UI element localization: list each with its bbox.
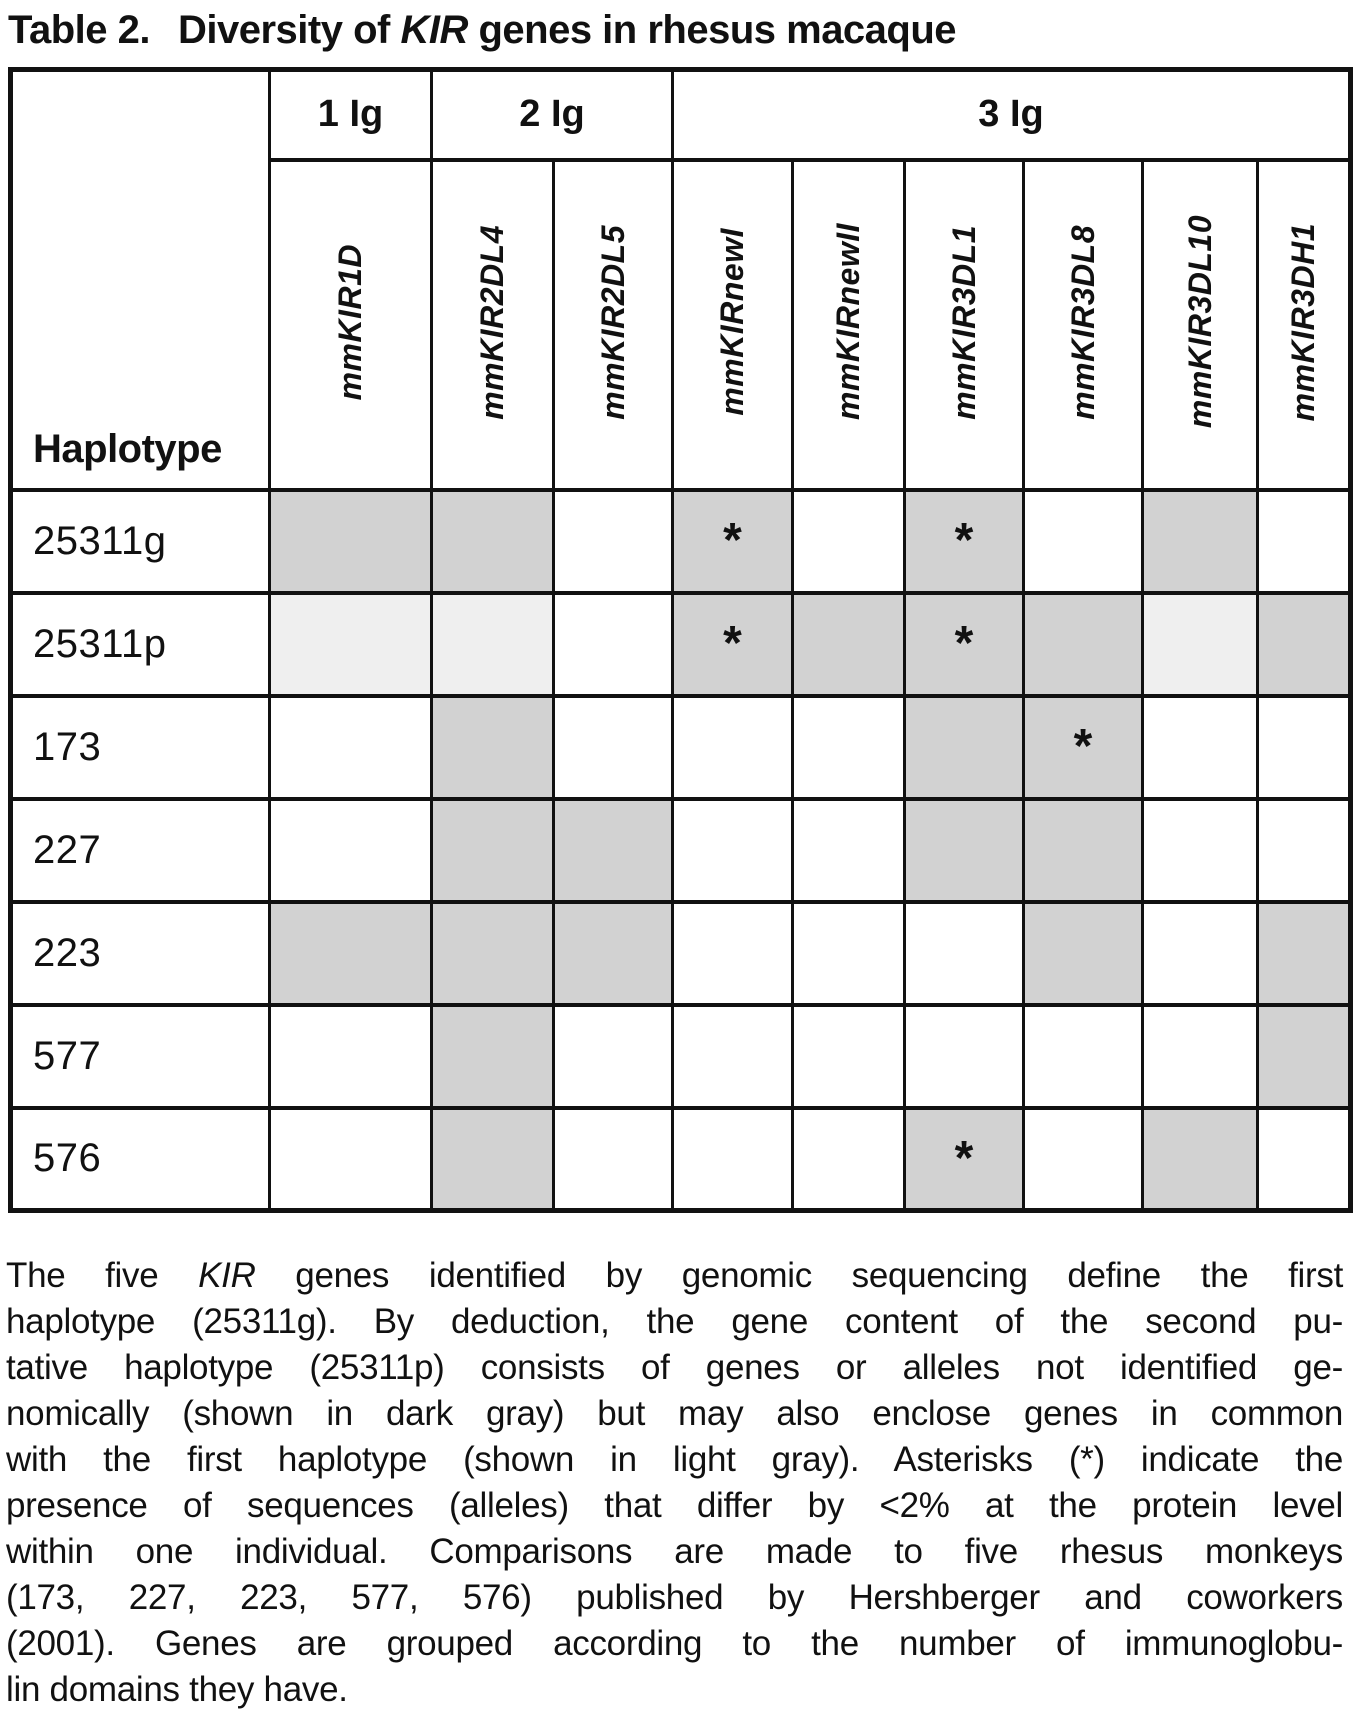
caption-line: The five KIR genes identified by genomic sequencing define the first <box>6 1256 1343 1295</box>
table-header <box>11 70 1351 490</box>
gene-presence-cell <box>1024 1108 1143 1211</box>
gene-presence-cell <box>1143 593 1258 696</box>
table-title <box>8 8 1343 53</box>
gene-presence-cell <box>1143 799 1258 902</box>
allele-asterisk: * <box>1073 720 1093 773</box>
gene-presence-cell <box>554 902 673 1005</box>
gene-presence-cell <box>793 696 905 799</box>
gene-presence-cell <box>270 1005 432 1108</box>
gene-column-header-cell <box>554 160 673 490</box>
caption-line: tative haplotype (25311p) consists of genes or alleles not identified ge- <box>6 1348 1343 1387</box>
haplotype-label: 173 <box>11 696 270 799</box>
gene-column-label: mmKIRnewI <box>714 228 750 416</box>
gene-presence-cell <box>554 1005 673 1108</box>
allele-asterisk: * <box>723 514 742 567</box>
gene-presence-cell <box>1258 1005 1351 1108</box>
gene-column-label: mmKIR2DL4 <box>474 224 510 420</box>
haplotype-row <box>11 1005 1351 1108</box>
gene-column-label: mmKIR3DH1 <box>1285 222 1321 422</box>
ig-group-row <box>11 70 1351 160</box>
gene-presence-cell <box>1024 902 1143 1005</box>
gene-presence-cell <box>905 1108 1024 1211</box>
gene-column-header-cell <box>793 160 905 490</box>
gene-presence-cell <box>554 593 673 696</box>
gene-presence-cell <box>270 490 432 593</box>
haplotype-label: 576 <box>11 1108 270 1211</box>
table-title-text <box>178 8 956 52</box>
haplotype-row <box>11 799 1351 902</box>
gene-presence-cell <box>432 490 554 593</box>
gene-presence-cell <box>1143 902 1258 1005</box>
gene-presence-cell <box>1258 1108 1351 1211</box>
gene-presence-cell <box>793 799 905 902</box>
gene-presence-cell <box>1143 696 1258 799</box>
gene-presence-cell <box>432 799 554 902</box>
caption-line: within one individual. Comparisons are made to five rhesus monkeys <box>6 1532 1343 1571</box>
gene-presence-cell <box>905 593 1024 696</box>
ig-group-header: 2 Ig <box>432 70 673 160</box>
gene-presence-cell <box>673 593 793 696</box>
gene-presence-cell <box>554 1108 673 1211</box>
gene-presence-cell <box>793 593 905 696</box>
gene-presence-cell <box>1258 593 1351 696</box>
caption-line: presence of sequences (alleles) that differ by <2% at the protein level <box>6 1486 1343 1525</box>
gene-presence-cell <box>554 490 673 593</box>
gene-column-header-cell <box>1143 160 1258 490</box>
haplotype-row <box>11 902 1351 1005</box>
gene-presence-cell <box>432 902 554 1005</box>
gene-presence-cell <box>554 696 673 799</box>
gene-presence-cell <box>270 696 432 799</box>
gene-presence-cell <box>1143 1108 1258 1211</box>
gene-presence-cell <box>432 593 554 696</box>
gene-column-header-cell <box>432 160 554 490</box>
table-body <box>11 490 1351 1211</box>
gene-column-label: mmKIRnewII <box>830 223 866 421</box>
gene-presence-cell <box>270 593 432 696</box>
gene-presence-cell <box>1258 902 1351 1005</box>
gene-presence-cell <box>905 902 1024 1005</box>
gene-presence-cell <box>1024 593 1143 696</box>
haplotype-label: 227 <box>11 799 270 902</box>
gene-presence-cell <box>1258 799 1351 902</box>
allele-asterisk: * <box>954 1131 974 1185</box>
gene-presence-cell <box>905 1005 1024 1108</box>
gene-column-label: mmKIR1D <box>332 243 368 401</box>
ig-group-header: 3 Ig <box>673 70 1351 160</box>
gene-presence-cell <box>673 902 793 1005</box>
ig-group-header: 1 Ig <box>270 70 432 160</box>
haplotype-label: 25311p <box>11 593 270 696</box>
kir-diversity-table <box>8 67 1353 1213</box>
gene-presence-cell <box>673 490 793 593</box>
haplotype-label: 25311g <box>11 490 270 593</box>
gene-presence-cell <box>432 1005 554 1108</box>
gene-presence-cell <box>1024 490 1143 593</box>
gene-presence-cell <box>432 696 554 799</box>
caption-line: (173, 227, 223, 577, 576) published by Hershberger and coworkers <box>6 1578 1343 1617</box>
haplotype-corner-cell <box>11 70 270 490</box>
caption-line: haplotype (25311g). By deduction, the gene content of the second pu- <box>6 1302 1343 1341</box>
gene-presence-cell <box>905 799 1024 902</box>
gene-presence-cell <box>1143 1005 1258 1108</box>
gene-column-label: mmKIR3DL10 <box>1181 215 1218 429</box>
gene-column-label: mmKIR2DL5 <box>594 224 631 420</box>
gene-presence-cell <box>1258 490 1351 593</box>
title-text-suffix: genes in rhesus macaque <box>467 8 957 52</box>
gene-presence-cell <box>793 1005 905 1108</box>
haplotype-row <box>11 1108 1351 1211</box>
gene-presence-cell <box>793 902 905 1005</box>
haplotype-label: 577 <box>11 1005 270 1108</box>
gene-presence-cell <box>270 799 432 902</box>
gene-presence-cell <box>1024 696 1143 799</box>
haplotype-row <box>11 593 1351 696</box>
gene-presence-cell <box>905 696 1024 799</box>
gene-presence-cell <box>673 1005 793 1108</box>
caption-gene-name-italic: KIR <box>198 1256 256 1295</box>
gene-presence-cell <box>432 1108 554 1211</box>
gene-presence-cell <box>905 490 1024 593</box>
caption-line: lin domains they have. <box>6 1670 348 1709</box>
allele-asterisk: * <box>723 617 742 670</box>
caption-line: nomically (shown in dark gray) but may also enclose genes in common <box>6 1394 1343 1433</box>
title-gene-name-italic: KIR <box>400 8 468 52</box>
haplotype-row <box>11 490 1351 593</box>
page <box>0 8 1353 1718</box>
gene-column-label: mmKIR3DL1 <box>945 224 982 420</box>
gene-column-header-cell <box>905 160 1024 490</box>
allele-asterisk: * <box>954 617 974 670</box>
allele-asterisk: * <box>954 514 974 567</box>
gene-presence-cell <box>1024 799 1143 902</box>
table-caption <box>6 1253 1343 1713</box>
gene-column-header-cell <box>270 160 432 490</box>
haplotype-label: 223 <box>11 902 270 1005</box>
gene-presence-cell <box>793 490 905 593</box>
gene-presence-cell <box>1258 696 1351 799</box>
gene-presence-cell <box>1024 1005 1143 1108</box>
table-title-label: Table 2. <box>8 8 150 52</box>
gene-presence-cell <box>673 799 793 902</box>
gene-column-label: mmKIR3DL8 <box>1064 224 1101 420</box>
gene-column-header-cell <box>1024 160 1143 490</box>
haplotype-row <box>11 696 1351 799</box>
caption-line: (2001). Genes are grouped according to the number of immunoglobu- <box>6 1624 1343 1663</box>
haplotype-column-header: Haplotype <box>33 426 222 471</box>
caption-line: with the first haplotype (shown in light gray). Asterisks (*) indicate the <box>6 1440 1343 1479</box>
gene-column-header-cell <box>673 160 793 490</box>
title-text-prefix: Diversity of <box>177 8 401 52</box>
gene-presence-cell <box>554 799 673 902</box>
gene-column-header-cell <box>1258 160 1351 490</box>
gene-presence-cell <box>270 902 432 1005</box>
gene-presence-cell <box>793 1108 905 1211</box>
gene-presence-cell <box>270 1108 432 1211</box>
gene-presence-cell <box>1143 490 1258 593</box>
gene-presence-cell <box>673 696 793 799</box>
gene-presence-cell <box>673 1108 793 1211</box>
